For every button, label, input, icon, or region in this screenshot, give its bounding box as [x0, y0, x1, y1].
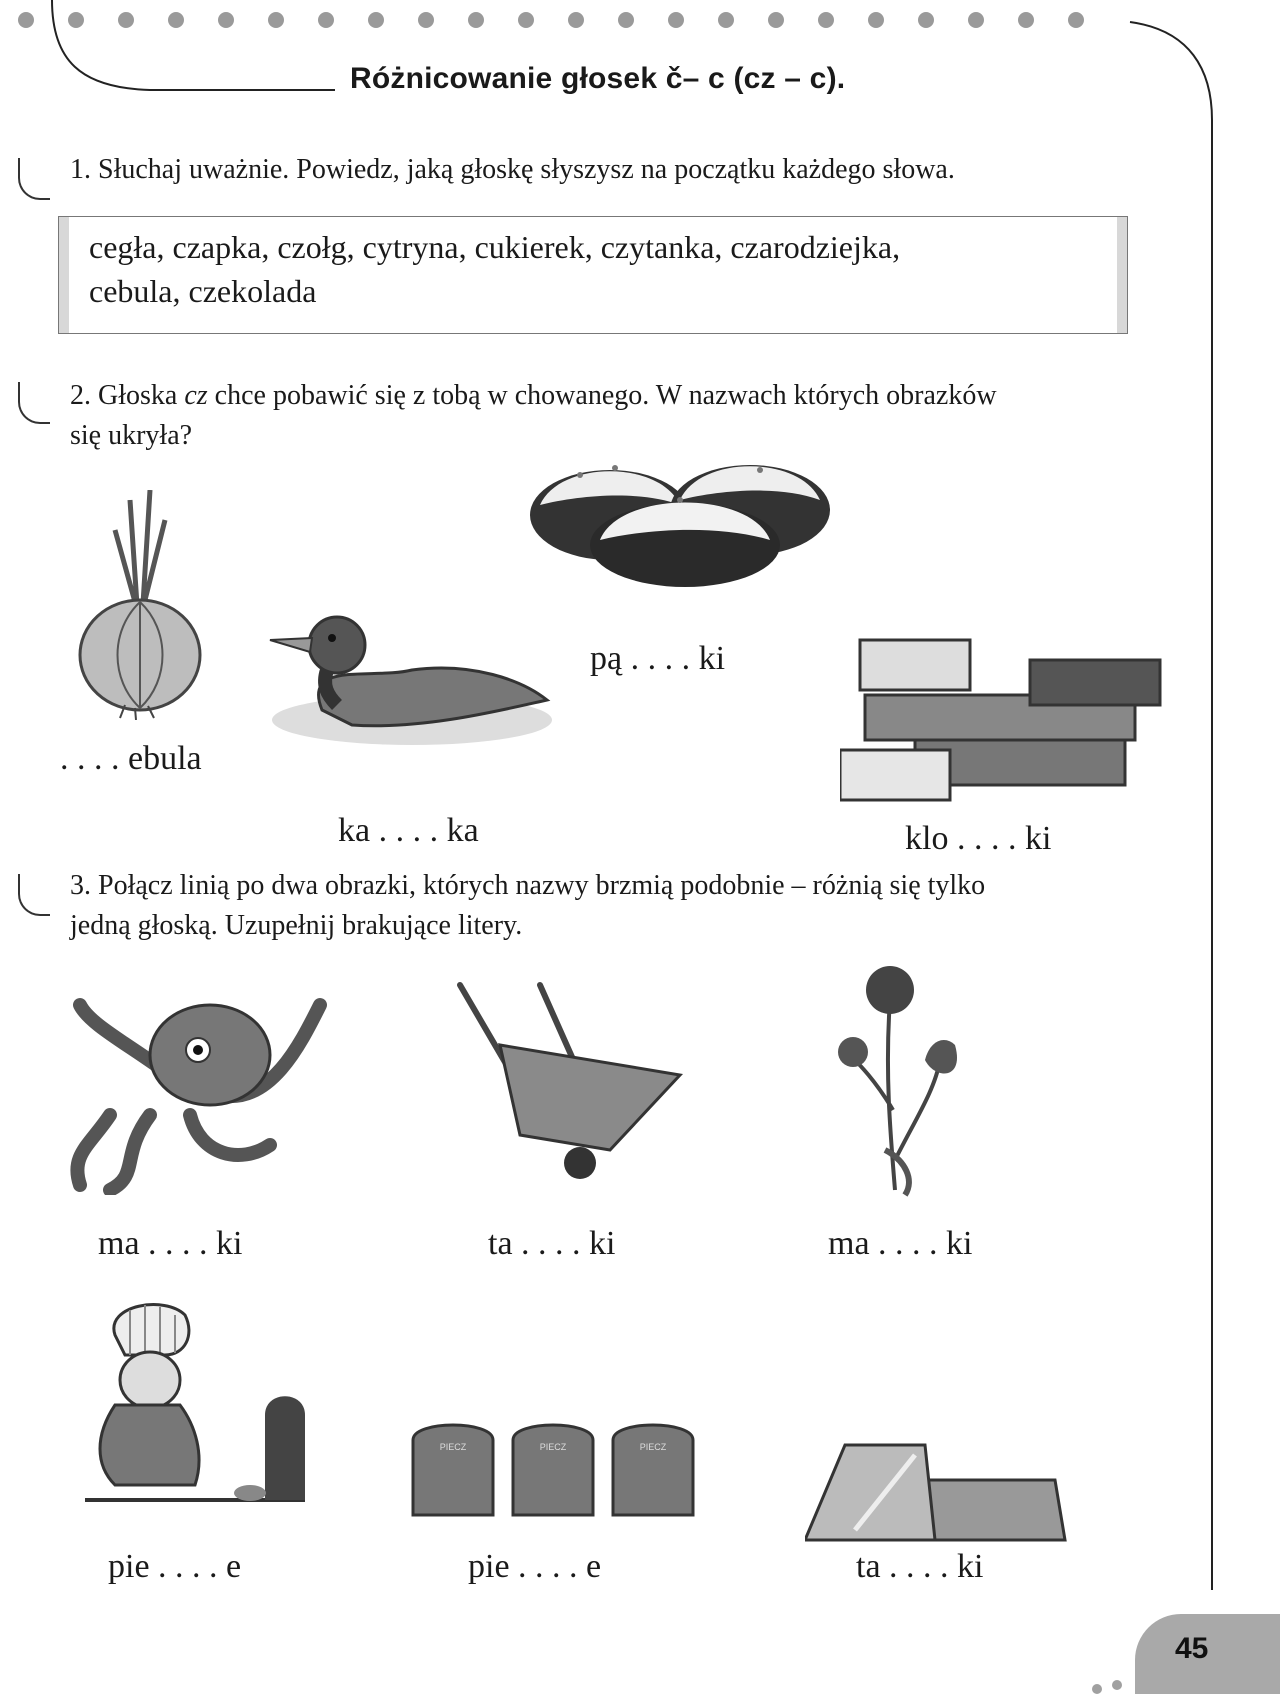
blocks-image — [840, 620, 1170, 810]
stamp-label: PIECZ — [639, 1442, 667, 1452]
poppy-flower-image — [835, 960, 985, 1200]
onion-image — [70, 490, 210, 720]
baker-image — [75, 1295, 325, 1505]
task-2-instruction — [70, 376, 1170, 456]
stamp-label: PIECZ — [439, 1442, 467, 1452]
decorative-dot — [1092, 1684, 1102, 1694]
word-label: ma . . . . ki — [828, 1225, 973, 1262]
word-label: ta . . . . ki — [488, 1225, 616, 1262]
letter-cz: cz — [184, 380, 208, 411]
word-label: ka . . . . ka — [338, 812, 479, 849]
task-number: 2. — [70, 380, 91, 411]
word-label: pie . . . . e — [108, 1548, 242, 1585]
duck-image — [262, 600, 562, 750]
word-list — [89, 225, 1089, 313]
word-label: ta . . . . ki — [856, 1548, 984, 1585]
octopus-image — [50, 985, 350, 1195]
word-label: . . . . ebula — [60, 740, 202, 777]
instruction-text: Połącz linią po dwa obrazki, których nazwy brzmią podobnie – różnią się tylko — [98, 870, 986, 901]
word-list-line: cegła, czapka, czołg, cytryna, cukierek, czytanka, czarodziejka, — [89, 229, 901, 265]
instruction-text: Słuchaj uważnie. Powiedz, jaką głoskę słyszysz na początku każdego słowa. — [98, 154, 955, 185]
task-number: 1. — [70, 154, 91, 185]
task-3-instruction — [70, 866, 1170, 946]
word-label: ma . . . . ki — [98, 1225, 243, 1262]
instruction-text: jedną głoską. Uzupełnij brakujące litery. — [70, 910, 523, 941]
word-box — [58, 216, 1128, 334]
task-1-instruction — [70, 150, 1170, 190]
word-list-line: cebula, czekolada — [89, 273, 317, 309]
task-number: 3. — [70, 870, 91, 901]
decorative-dot — [1112, 1680, 1122, 1690]
instruction-text: chce pobawić się z tobą w chowanego. W nazwach których obrazków — [207, 380, 997, 411]
page-title: Różnicowanie głosek č– c (cz – c). — [350, 62, 846, 95]
wheelbarrow-image — [440, 975, 690, 1185]
instruction-text: się ukryła? — [70, 420, 193, 451]
word-label: pą . . . . ki — [590, 640, 726, 677]
instruction-text: Głoska — [98, 380, 185, 411]
stamps-image — [408, 1410, 708, 1520]
page-number: 45 — [1175, 1632, 1209, 1665]
donuts-image — [520, 450, 840, 590]
trays-image — [805, 1440, 1075, 1550]
stamp-label: PIECZ — [539, 1442, 567, 1452]
word-label: pie . . . . e — [468, 1548, 602, 1585]
page-number-tab — [1135, 1614, 1280, 1694]
word-label: klo . . . . ki — [905, 820, 1052, 857]
